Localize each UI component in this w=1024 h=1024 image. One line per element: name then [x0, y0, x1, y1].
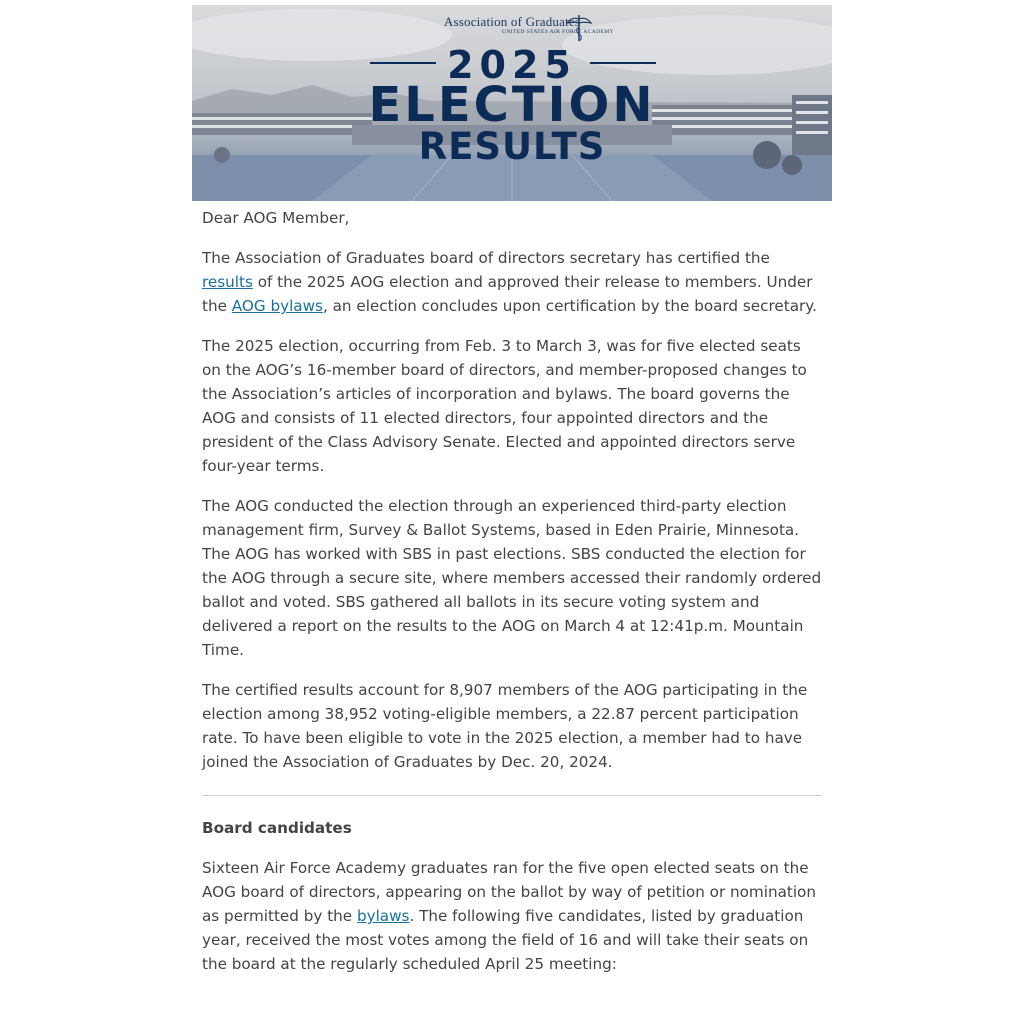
greeting: Dear AOG Member, [202, 209, 350, 227]
board-candidates-heading: Board candidates [202, 819, 352, 837]
results-link[interactable]: results [202, 273, 253, 291]
election-results-banner [192, 5, 832, 201]
title-results: RESULTS [418, 125, 606, 168]
paragraph-election-overview: The 2025 election, occurring from Feb. 3 to March 3, was for five elected seats on the AOG’s 16-member board of directors, and member-proposed changes to the Association’s articles of incorporation and bylaws. The board governs the AOG and consists of 11 elected directors, four appointed directors and the president of the Class Advisory Senate. Elected and appointed directors serve four-year terms. [202, 337, 807, 475]
paragraph-election-process: The AOG conducted the election through an experienced third-party election management firm, Survey & Ballot Systems, based in Eden Prairie, Minnesota. The AOG has worked with SBS in past elections. SBS conducted the election for the AOG through a secure site, where members accessed their randomly ordered ballot and voted. SBS gathered all ballots in its secure voting system and delivered a report on the results to the AOG on March 4 at 12:41p.m. Mountain Time. [202, 497, 822, 659]
letter-body [192, 206, 832, 976]
paragraph-text: . The following five candidates, listed by graduation year, received the most votes among the field of 16 and will take their seats on the board at the regularly scheduled April 25 meeting: [202, 907, 809, 973]
wings-icon [566, 13, 592, 43]
email-container [192, 5, 832, 976]
paragraph-board-candidates [202, 856, 822, 976]
paragraph-participation: The certified results account for 8,907 members of the AOG participating in the election among 38,952 voting-eligible members, a 22.87 percent participation rate. To have been eligible to vote in the 2025 election, a member had to have joined the Association of Graduates by Dec. 20, 2024. [202, 681, 808, 771]
section-divider [202, 795, 822, 796]
paragraph-text: Sixteen Air Force Academy graduates ran for the five open elected seats on the AOG board of directors, appearing on the ballot by way of petition or nomination as permitted by the [202, 859, 816, 925]
paragraph-text: of the 2025 AOG election and approved their release to members. Under the [202, 273, 813, 315]
aog-logo [192, 15, 832, 36]
logo-org-name: Association of Graduates [443, 14, 581, 29]
paragraph-certification [202, 246, 822, 318]
bylaws-link[interactable]: bylaws [356, 907, 410, 925]
paragraph-text: The Association of Graduates board of directors secretary has certified the [202, 249, 770, 267]
title-year: 2025 [447, 43, 577, 87]
title-election: ELECTION [368, 77, 656, 133]
paragraph-text: , an election concludes upon certification by the board secretary. [322, 297, 817, 315]
aog-bylaws-link[interactable]: AOG bylaws [231, 297, 323, 315]
logo-org-subtitle: UNITED STATES AIR FORCE ACADEMY [502, 29, 614, 35]
